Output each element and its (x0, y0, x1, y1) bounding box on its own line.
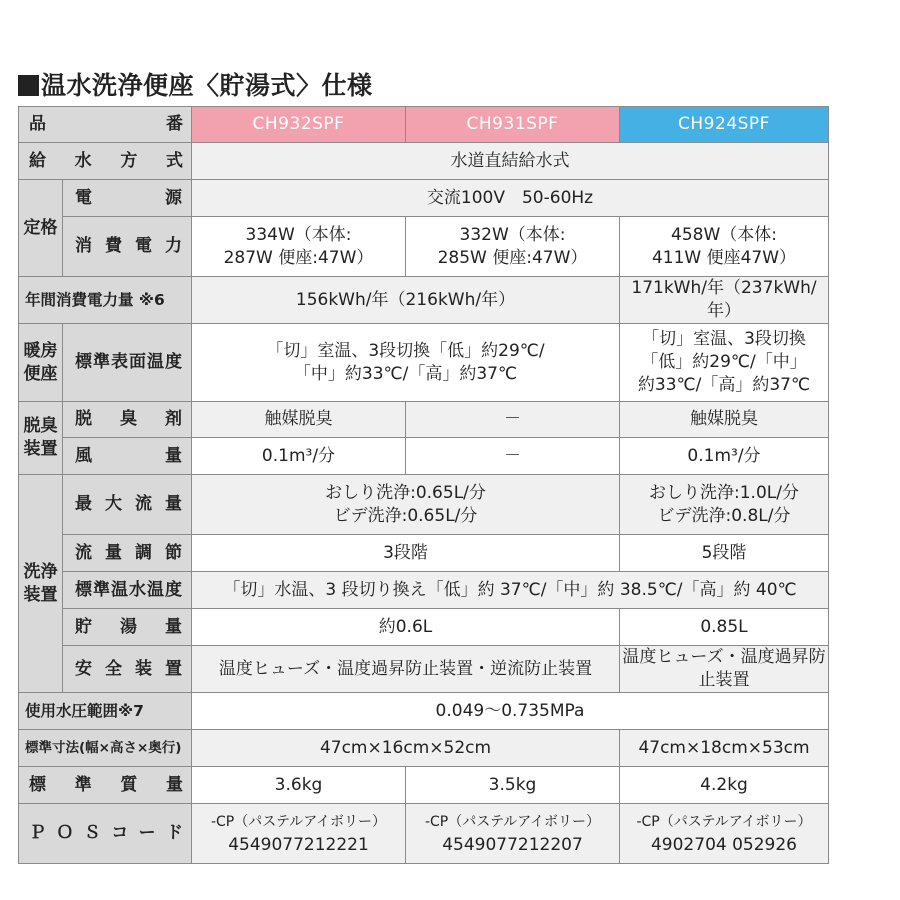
cell-shitsuryo-1: 3.6kg (192, 767, 406, 804)
cell-hyomen-3: 「切」室温、3段切換 「低」約29℃/「中」 約33℃/「高」約37℃ (620, 324, 829, 402)
cell-nenkan-3: 171kWh/年（237kWh/年） (620, 277, 829, 324)
row-label-sunpo: 標準寸法(幅×高さ×奥行) (19, 730, 192, 767)
row-label-anzen: 安全装置 (63, 646, 192, 693)
row-label-pos: ＰＯＳコード (19, 804, 192, 864)
table-row (19, 180, 829, 217)
table-row (19, 143, 829, 180)
page-title-text: 温水洗浄便座〈貯湯式〉仕様 (41, 71, 373, 100)
table-row (19, 475, 829, 535)
row-label-saidai: 最大流量 (63, 475, 192, 535)
table-row (19, 609, 829, 646)
cell-dasshuzai-3: 触媒脱臭 (620, 402, 829, 438)
cell-chosetsu-12: 3段階 (192, 535, 620, 572)
cell-suiatsu: 0.049～0.735MPa (192, 693, 829, 730)
row-label-shitsuryo: 標準質量 (19, 767, 192, 804)
cell-furyo-3: 0.1m³/分 (620, 438, 829, 475)
cell-hyomen-12: 「切」室温、3段切換「低」約29℃/ 「中」約33℃/「高」約37℃ (192, 324, 620, 402)
cell-anzen-3: 温度ヒューズ・温度過昇防止装置 (620, 646, 829, 693)
table-row (19, 646, 829, 693)
cell-sunpo-3: 47cm×18cm×53cm (620, 730, 829, 767)
row-label-suiatsu: 使用水圧範囲※7 (19, 693, 192, 730)
row-label-shohi: 消費電力 (63, 217, 192, 277)
row-label-furyo: 風量 (63, 438, 192, 475)
cell-dengen: 交流100V 50-60Hz (192, 180, 829, 217)
spec-table (18, 106, 829, 864)
cell-shohi-1: 334W（本体: 287W 便座:47W） (192, 217, 406, 277)
row-label-dengen: 電源 (63, 180, 192, 217)
table-row (19, 277, 829, 324)
model-header-3: CH924SPF (620, 107, 829, 143)
cell-chotou-12: 約0.6L (192, 609, 620, 646)
cell-shitsuryo-2: 3.5kg (406, 767, 620, 804)
table-row (19, 730, 829, 767)
table-row (19, 324, 829, 402)
row-label-chosetsu: 流量調節 (63, 535, 192, 572)
row-label-nenkan: 年間消費電力量 ※6 (19, 277, 192, 324)
table-row (19, 572, 829, 609)
group-label-dasshu: 脱臭 装置 (19, 402, 63, 475)
row-label-dasshuzai: 脱臭剤 (63, 402, 192, 438)
table-row (19, 217, 829, 277)
row-label-hinban: 品 番 (19, 107, 192, 143)
cell-pos-2: -CP（パステルアイボリー） 4549077212207 (406, 804, 620, 864)
table-row (19, 107, 829, 143)
group-label-senjo: 洗浄 装置 (19, 475, 63, 693)
cell-anzen-12: 温度ヒューズ・温度過昇防止装置・逆流防止装置 (192, 646, 620, 693)
cell-furyo-2: － (406, 438, 620, 475)
cell-dasshuzai-1: 触媒脱臭 (192, 402, 406, 438)
model-header-2: CH931SPF (406, 107, 620, 143)
table-row (19, 767, 829, 804)
cell-chotou-3: 0.85L (620, 609, 829, 646)
cell-dasshuzai-2: － (406, 402, 620, 438)
row-label-chotou: 貯湯量 (63, 609, 192, 646)
cell-shohi-3: 458W（本体: 411W 便座47W） (620, 217, 829, 277)
cell-kyusui: 水道直結給水式 (192, 143, 829, 180)
table-row (19, 402, 829, 438)
cell-shitsuryo-3: 4.2kg (620, 767, 829, 804)
table-row (19, 804, 829, 864)
cell-furyo-1: 0.1m³/分 (192, 438, 406, 475)
page-title (18, 66, 373, 102)
table-row (19, 535, 829, 572)
group-label-teikaku: 定格 (19, 180, 63, 277)
cell-pos-3: -CP（パステルアイボリー） 4902704 052926 (620, 804, 829, 864)
cell-onsui: 「切」水温、3 段切り換え「低」約 37℃/「中」約 38.5℃/「高」約 40℃ (192, 572, 829, 609)
row-label-kyusui: 給水方式 (19, 143, 192, 180)
cell-saidai-12: おしり洗浄:0.65L/分 ビデ洗浄:0.65L/分 (192, 475, 620, 535)
cell-chosetsu-3: 5段階 (620, 535, 829, 572)
table-row (19, 693, 829, 730)
black-square-icon (18, 75, 39, 96)
cell-shohi-2: 332W（本体: 285W 便座:47W） (406, 217, 620, 277)
table-row (19, 438, 829, 475)
cell-nenkan-12: 156kWh/年（216kWh/年） (192, 277, 620, 324)
cell-pos-1: -CP（パステルアイボリー） 4549077212221 (192, 804, 406, 864)
model-header-1: CH932SPF (192, 107, 406, 143)
cell-sunpo-12: 47cm×16cm×52cm (192, 730, 620, 767)
cell-saidai-3: おしり洗浄:1.0L/分 ビデ洗浄:0.8L/分 (620, 475, 829, 535)
row-label-onsui: 標準温水温度 (63, 572, 192, 609)
row-label-hyomen: 標準表面温度 (63, 324, 192, 402)
group-label-danbo: 暖房 便座 (19, 324, 63, 402)
